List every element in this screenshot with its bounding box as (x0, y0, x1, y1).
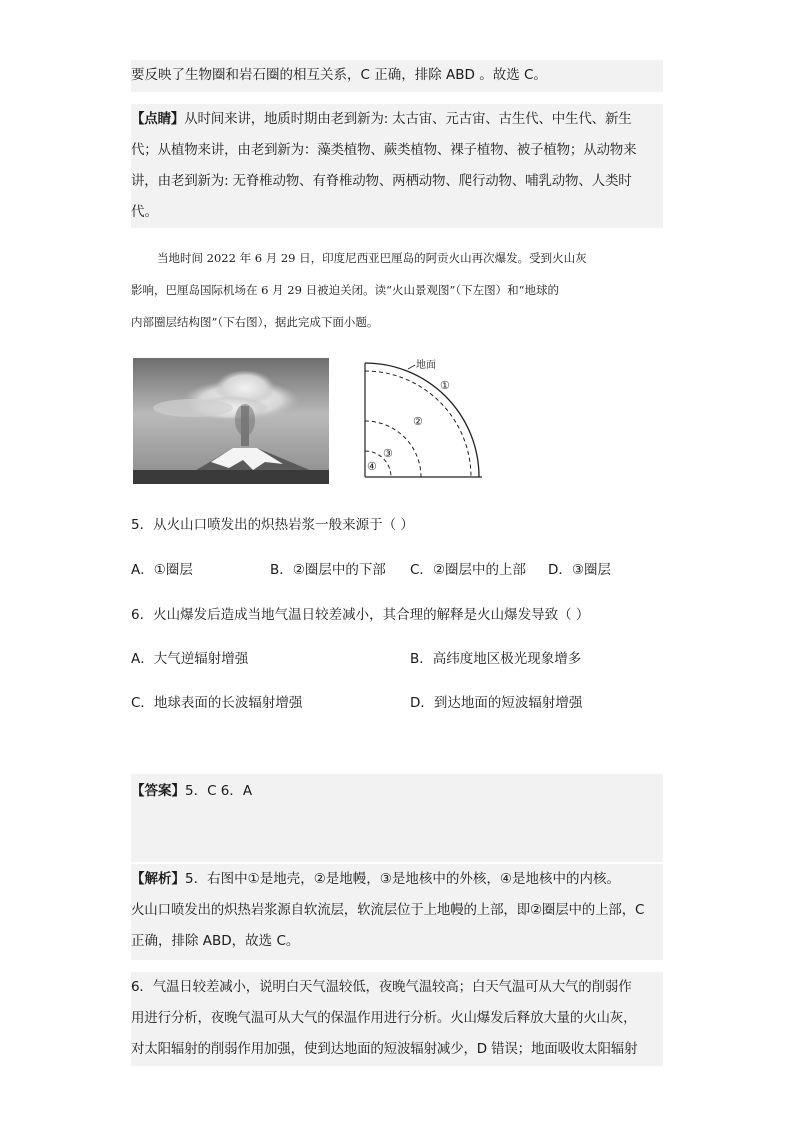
question-6-option-a[interactable]: A．大气逆辐射增强 (131, 651, 249, 667)
volcano-landscape-image (133, 358, 329, 484)
intro-line-3: 内部圈层结构图”（下右图），据此完成下面小题。 (131, 315, 379, 329)
question-5-option-a[interactable]: A．①圈层 (131, 562, 193, 578)
intro-line-1: 当地时间 2022 年 6 月 29 日，印度尼西亚巴厘岛的阿贡火山再次爆发。受到火山灰 (157, 251, 587, 265)
material-intro (131, 242, 663, 338)
tip-line-4: 代。 (131, 204, 158, 220)
earth-interior-structure-diagram (360, 355, 490, 485)
tip-block (131, 104, 663, 228)
previous-analysis-line: 要反映了生物圈和岩石圈的相互关系，C 正确，排除 ABD 。故选 C。 (131, 67, 547, 83)
question-5-option-c[interactable]: C．②圈层中的上部 (410, 562, 527, 578)
question-5-stem: 5．从火山口喷发出的炽热岩浆一般来源于（ ） (131, 517, 414, 533)
question-6-stem: 6．火山爆发后造成当地气温日较差减小，其合理的解释是火山爆发导致（ ） (131, 607, 590, 623)
analysis-6-line-3: 对太阳辐射的削弱作用加强，使到达地面的短波辐射减少，D 错误；地面吸收太阳辐射 (131, 1041, 638, 1057)
question-6-option-d[interactable]: D．到达地面的短波辐射增强 (410, 695, 583, 711)
tip-line-1: 【点睛】从时间来讲，地质时期由老到新为: 太古宙、元古宙、古生代、中生代、新生 (131, 111, 632, 127)
analysis-6-block (131, 972, 663, 1066)
analysis-5-block (131, 864, 663, 960)
intro-line-2: 影响，巴厘岛国际机场在 6 月 29 日被迫关闭。读“火山景观图”（下左图）和“地球的 (131, 283, 559, 297)
analysis-tag: 【解析】 (131, 871, 185, 887)
tip-line-3: 讲，由老到新为: 无脊椎动物、有脊椎动物、两栖动物、爬行动物、哺乳动物、人类时 (131, 173, 632, 189)
question-5-option-b[interactable]: B．②圈层中的下部 (270, 562, 386, 578)
analysis-6-line-1: 6．气温日较差减小，说明白天气温较低，夜晚气温较高；白天气温可从大气的削弱作 (131, 979, 632, 995)
question-6-option-b[interactable]: B．高纬度地区极光现象增多 (410, 651, 582, 667)
surface-label: 地面 (416, 360, 436, 371)
analysis-5-line-2: 火山口喷发出的炽热岩浆源自软流层，软流层位于上地幔的上部，即②圈层中的上部，C (131, 902, 645, 918)
layer-1-label: ① (440, 379, 450, 392)
answer-text: 5．C 6．A (185, 783, 253, 799)
previous-analysis-block (131, 60, 663, 92)
answer-tag: 【答案】 (131, 783, 185, 799)
answer-block (131, 774, 663, 862)
analysis-5-line-3: 正确，排除 ABD，故选 C。 (131, 933, 300, 949)
answer-line (131, 774, 663, 807)
tip-tag: 【点睛】 (131, 111, 185, 127)
question-6-option-c[interactable]: C．地球表面的长波辐射增强 (131, 695, 303, 711)
question-5-option-d[interactable]: D．③圈层 (548, 562, 611, 578)
layer-2-label: ② (413, 415, 423, 428)
analysis-6-line-2: 用进行分析，夜晚气温可从大气的保温作用进行分析。火山爆发后释放大量的火山灰， (131, 1010, 637, 1026)
layer-3-label: ③ (383, 447, 393, 460)
layer-4-label: ④ (367, 460, 377, 473)
tip-line-2: 代；从植物来讲，由老到新为：藻类植物、蕨类植物、裸子植物、被子植物；从动物来 (131, 142, 637, 158)
analysis-5-line-1: 【解析】5．右图中①是地壳，②是地幔，③是地核中的外核，④是地核中的内核。 (131, 871, 620, 887)
